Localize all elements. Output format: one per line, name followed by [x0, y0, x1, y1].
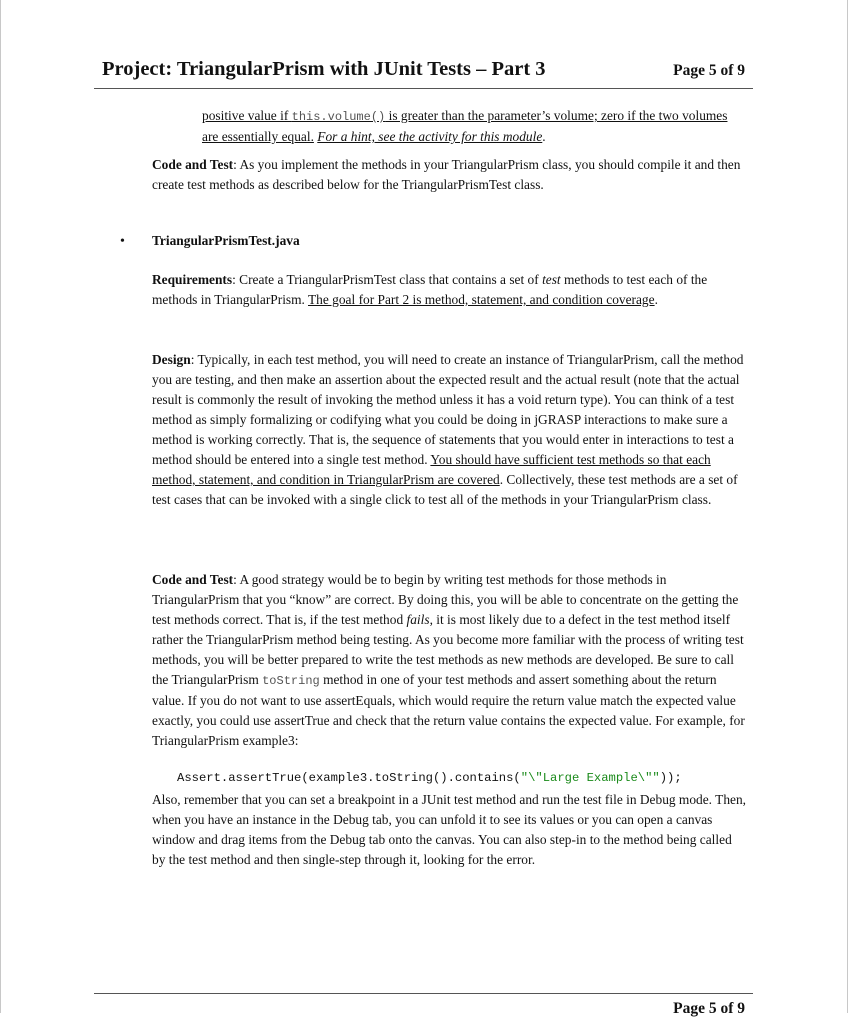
hint-link[interactable]: For a hint, see the activity for this module — [317, 129, 543, 144]
code-and-test-paragraph-2: Code and Test: A good strategy would be to begin by writing test methods for those methods in TriangularPrism that you “know” are correct. By doing this, you will be able to concentrate on the getting the test methods correct. That is, if the test method fails, it is most likely due to a defect in the test method itself rather the TriangularPrism method being testing. As you become more familiar with the process of writing test methods, you will be better prepared to write the test methods as new methods are developed. Be sure to call the TriangularPrism toString method in one of your test methods and assert something about the return value. If you do not want to use assertEquals, which would require the return value match the expected value exactly, you could use assertTrue and check that the return value contains the expected value. For example, for TriangularPrism example3: — [152, 572, 745, 748]
code-and-test-label-2: Code and Test — [152, 572, 234, 587]
coverage-requirement: You should have sufficient test methods so that each method, statement, and condition in TriangularPrism are covered — [152, 452, 711, 487]
design-label: Design — [152, 352, 191, 367]
assert-code-line: Assert.assertTrue(example3.toString().contains("\"Large Example\"")); — [177, 771, 682, 785]
bullet-icon: • — [120, 234, 125, 249]
code-and-test-paragraph-1: Code and Test: As you implement the methods in your TriangularPrism class, you should compile it and then create test methods as described below for the TriangularPrismTest class. — [152, 157, 741, 192]
header-title: Project: TriangularPrism with JUnit Tests – Part 3 — [102, 58, 546, 80]
code-string-literal: "\"Large Example\"" — [520, 771, 660, 785]
continuation-text: positive value if this.volume() is greater than the parameter’s volume; zero if the two volumes are essentially equal. — [202, 108, 728, 144]
footer-page-number: Page 5 of 9 — [673, 1000, 745, 1017]
section-heading: TriangularPrismTest.java — [152, 233, 300, 248]
code-tostring: toString — [262, 674, 320, 688]
continuation-paragraph: positive value if this.volume() is greater than the parameter’s volume; zero if the two volumes are essentially equal. For a hint, see the activity for this module. — [202, 108, 728, 144]
requirements-label: Requirements — [152, 272, 233, 287]
header-page-number: Page 5 of 9 — [673, 62, 745, 79]
code-and-test-label-1: Code and Test — [152, 157, 234, 172]
design-paragraph: Design: Typically, in each test method, you will need to create an instance of TriangularPrism, call the method you are testing, and then make an assertion about the expected result and the actual result (note that the actual result is commonly the result of invoking the method unless it has a void return type). You can think of a test method as simply formalizing or codifying what you could be doing in jGRASP interactions to make sure a method is working correctly. That is, the sequence of statements that you would enter in interactions to test a method should be entered into a single test method. You should have sufficient test methods so that each method, statement, and condition in TriangularPrism are covered. Collectively, these test methods are a set of test cases that can be invoked with a single click to test all of the methods in your TriangularPrism class. — [152, 352, 744, 507]
debug-paragraph: Also, remember that you can set a breakpoint in a JUnit test method and run the test file in Debug mode. Then, when you have an instance in the Debug tab, you can unfold it to see its values or you can open a canvas window and drag items from the Debug tab onto the canvas. You can also step-in to the method being called by the test method and then single-step through it, looking for the error. — [152, 792, 746, 867]
coverage-goal: The goal for Part 2 is method, statement, and condition coverage — [308, 292, 655, 307]
page-header — [94, 56, 753, 89]
page-footer — [94, 993, 753, 1017]
code-this-volume: this.volume() — [291, 110, 386, 124]
requirements-paragraph: Requirements: Create a TriangularPrismTest class that contains a set of test methods to test each of the methods in TriangularPrism. The goal for Part 2 is method, statement, and condition coverage. — [152, 272, 708, 307]
